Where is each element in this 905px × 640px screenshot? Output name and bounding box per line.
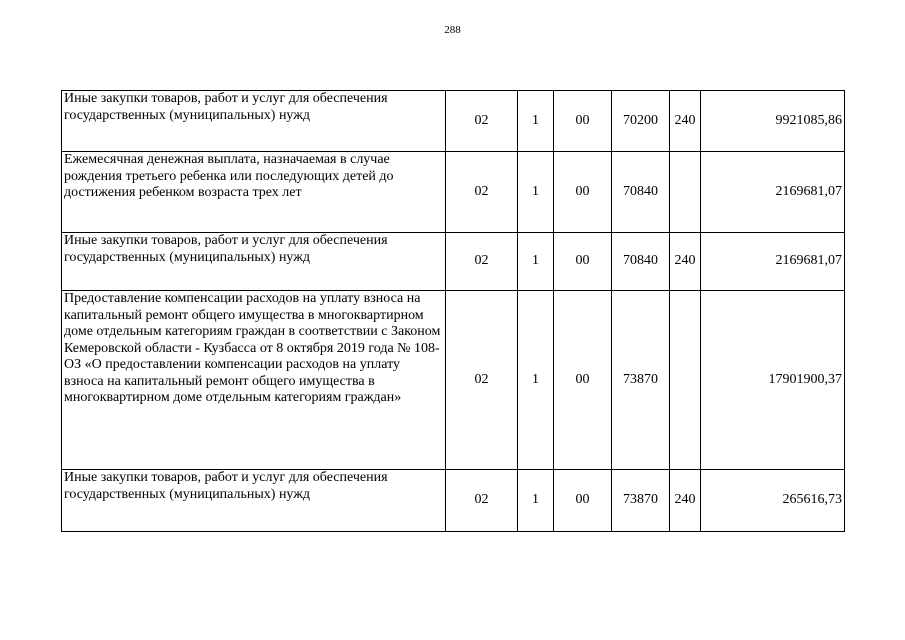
section-code: 02: [446, 291, 518, 470]
table-row: [62, 152, 845, 233]
amount: 17901900,37: [701, 291, 845, 470]
row-description: Ежемесячная денежная выплата, назначаемая в случае рождения третьего ребенка или последующих детей до достижения ребенком возраста трех лет: [62, 152, 446, 233]
expense-type-code: 240: [670, 91, 701, 152]
subprogram-code: 00: [554, 91, 612, 152]
direction-code: 70840: [612, 233, 670, 291]
program-code: 1: [518, 291, 554, 470]
amount: 2169681,07: [701, 233, 845, 291]
row-description: Иные закупки товаров, работ и услуг для обеспечения государственных (муниципальных) нужд: [62, 233, 446, 291]
program-code: 1: [518, 233, 554, 291]
amount: 9921085,86: [701, 91, 845, 152]
direction-code: 73870: [612, 470, 670, 532]
row-description: Иные закупки товаров, работ и услуг для обеспечения государственных (муниципальных) нужд: [62, 91, 446, 152]
program-code: 1: [518, 91, 554, 152]
table-row: [62, 91, 845, 152]
row-description: Предоставление компенсации расходов на уплату взноса на капитальный ремонт общего имущества в многоквартирном доме отдельным категориям граждан в соответствии с Законом Кемеровской области - Кузбасса от 8 октября 2019 года № 108-ОЗ «О предоставлении компенсации расходов на уплату взноса на капитальный ремонт общего имущества в многоквартирном доме отдельным категориям граждан»: [62, 291, 446, 470]
table-row: [62, 470, 845, 532]
amount: 2169681,07: [701, 152, 845, 233]
subprogram-code: 00: [554, 291, 612, 470]
program-code: 1: [518, 152, 554, 233]
expense-type-code: [670, 291, 701, 470]
section-code: 02: [446, 233, 518, 291]
expense-type-code: [670, 152, 701, 233]
direction-code: 70840: [612, 152, 670, 233]
direction-code: 70200: [612, 91, 670, 152]
row-description: Иные закупки товаров, работ и услуг для обеспечения государственных (муниципальных) нужд: [62, 470, 446, 532]
program-code: 1: [518, 470, 554, 532]
expense-type-code: 240: [670, 233, 701, 291]
budget-table: [61, 90, 845, 532]
subprogram-code: 00: [554, 470, 612, 532]
section-code: 02: [446, 152, 518, 233]
table-row: [62, 291, 845, 470]
section-code: 02: [446, 91, 518, 152]
amount: 265616,73: [701, 470, 845, 532]
section-code: 02: [446, 470, 518, 532]
direction-code: 73870: [612, 291, 670, 470]
table-row: [62, 233, 845, 291]
subprogram-code: 00: [554, 152, 612, 233]
page-number: 288: [444, 24, 461, 36]
expense-type-code: 240: [670, 470, 701, 532]
subprogram-code: 00: [554, 233, 612, 291]
